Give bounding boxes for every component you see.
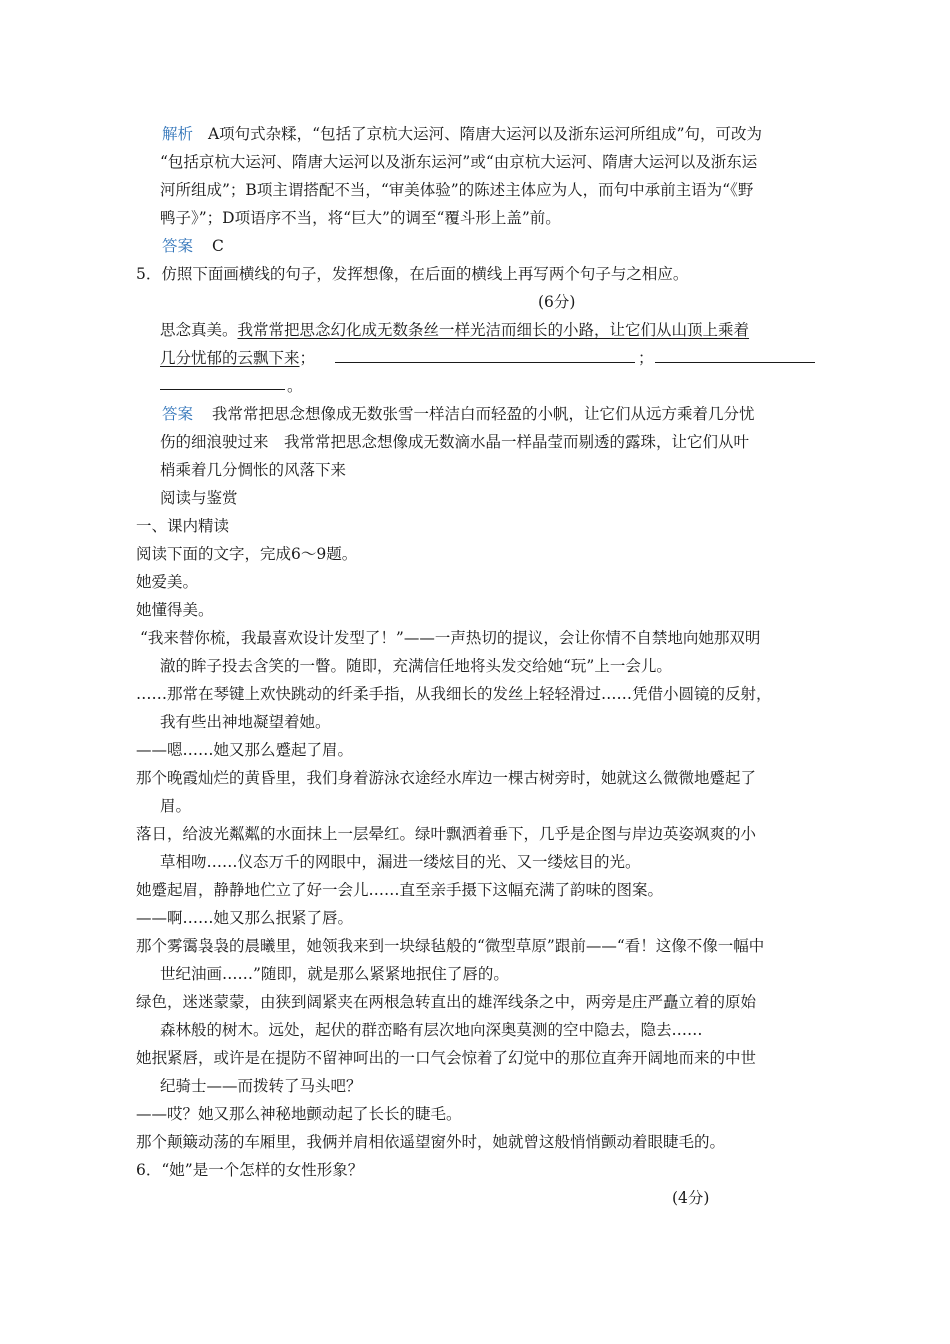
q5-answer-line-2: 伤的细浪驶过来 我常常把思念想像成无数滴水晶一样晶莹而剔透的露珠，让它们从叶 [160,433,750,451]
analysis-line-4: 鸭子》”；D项语序不当，将“巨大”的调至“覆斗形上盖”前。 [160,209,561,227]
q5-underlined-sentence-1: 我常常把思念幻化成无数条丝一样光洁而细长的小路，让它们从山顶上乘着 [237,321,750,339]
question-6-prompt: 6．“她”是一个怎样的女性形象？ [136,1161,364,1179]
passage-line: ……那常在琴键上欢快跳动的纤柔手指，从我细长的发丝上轻轻滑过……凭借小圆镜的反射， [136,685,772,703]
passage-line: 森林般的树木。远处，起伏的群峦略有层次地向深奥莫测的空中隐去，隐去…… [160,1021,703,1039]
passage-line: 绿色，迷迷蒙蒙，由狭到阔紧夹在两根急转直出的雄浑线条之中，两旁是庄严矗立着的原始 [136,993,757,1011]
q5-answer-blank-2[interactable] [655,348,815,363]
q5-model-line-2 [160,348,315,368]
passage-line: ——啊……她又那么抿紧了唇。 [136,909,354,927]
question-5-score: (6分) [538,293,576,311]
analysis-line-2: “包括京杭大运河、隋唐大运河以及浙东运河”或“由京杭大运河、隋唐大运河以及浙东运 [160,153,758,171]
passage-line: 那个晚霞灿烂的黄昏里，我们身着游泳衣途经水库边一棵古树旁时，她就这么微微地蹙起了 [136,769,757,787]
q5-model-line-1 [160,320,749,340]
question-6-score: (4分) [672,1189,710,1207]
passage-line: 她懂得美。 [136,601,214,619]
passage-line: 她爱美。 [136,573,199,591]
passage-line: 那个颠簸动荡的车厢里，我俩并肩相依遥望窗外时，她就曾这般悄悄颤动着眼睫毛的。 [136,1133,726,1151]
section-subtitle: 一、课内精读 [136,517,230,535]
passage-line: 纪骑士——而拨转了马头吧？ [160,1077,362,1095]
q5-underlined-sentence-2: 几分忧郁的云飘下来 [160,349,300,367]
section-title: 阅读与鉴赏 [160,489,238,507]
q5-answer-label: 答案 [162,405,194,423]
question-5-prompt: 5．仿照下面画横线的句子，发挥想像，在后面的横线上再写两个句子与之相应。 [136,265,689,283]
passage-line: “我来替你梳，我最喜欢设计发型了！”——一声热切的提议，会让你情不自禁地向她那双明 [140,629,761,647]
passage-line: 世纪油画……”随即，就是那么紧紧地抿住了唇的。 [160,965,509,983]
passage-line: ——嗯……她又那么蹙起了眉。 [136,741,354,759]
passage-line: 草相吻……仪态万千的网眼中，漏进一缕炫目的光、又一缕炫目的光。 [160,853,641,871]
q5-answer-line-3: 梢乘着几分惆怅的风落下来 [160,461,347,479]
q5-period: 。 [287,377,303,395]
passage-line: ——哎？她又那么神秘地颤动起了长长的睫毛。 [136,1105,462,1123]
analysis-label: 解析 [162,125,194,143]
analysis-line-1: 解析 A项句式杂糅，“包括了京杭大运河、隋唐大运河以及浙东运河所组成”句，可改为 [162,125,762,143]
answer-4 [162,236,224,256]
answer-label: 答案 [162,237,194,255]
passage-line: 那个雾霭袅袅的晨曦里，她领我来到一块绿毡般的“微型草原”跟前——“看！这像不像一幅中 [136,937,765,955]
q5-answer-blank-3[interactable] [160,375,285,390]
passage-line: 落日，给波光粼粼的水面抹上一层晕红。绿叶飘洒着垂下，几乎是企图与岸边英姿飒爽的小 [136,825,757,843]
q5-lead: 思念真美。 [160,321,238,339]
passage-line: 她蹙起眉，静静地伫立了好一会儿……直至亲手摄下这幅充满了韵味的图案。 [136,881,664,899]
reading-instruction: 阅读下面的文字，完成6～9题。 [136,545,358,563]
q5-semicolon-1: ； [299,349,316,367]
q5-answer-line-1: 答案 我常常把思念想像成无数张雪一样洁白而轻盈的小帆，让它们从远方乘着几分忧 [162,405,755,423]
passage-line: 眉。 [160,797,192,815]
answer-value: C [211,237,224,255]
analysis-line-3: 河所组成”；B项主谓搭配不当，“审美体验”的陈述主体应为人，而句中承前主语为“《野 [160,181,754,199]
passage-line: 我有些出神地凝望着她。 [160,713,331,731]
q5-semicolon-2: ； [638,349,654,367]
passage-line: 澈的眸子投去含笑的一瞥。随即，充满信任地将头发交给她“玩”上一会儿。 [160,657,672,675]
q5-answer-blank-1[interactable] [335,348,635,363]
passage-line: 她抿紧唇，或许是在提防不留神呵出的一口气会惊着了幻觉中的那位直奔开阔地而来的中世 [136,1049,757,1067]
